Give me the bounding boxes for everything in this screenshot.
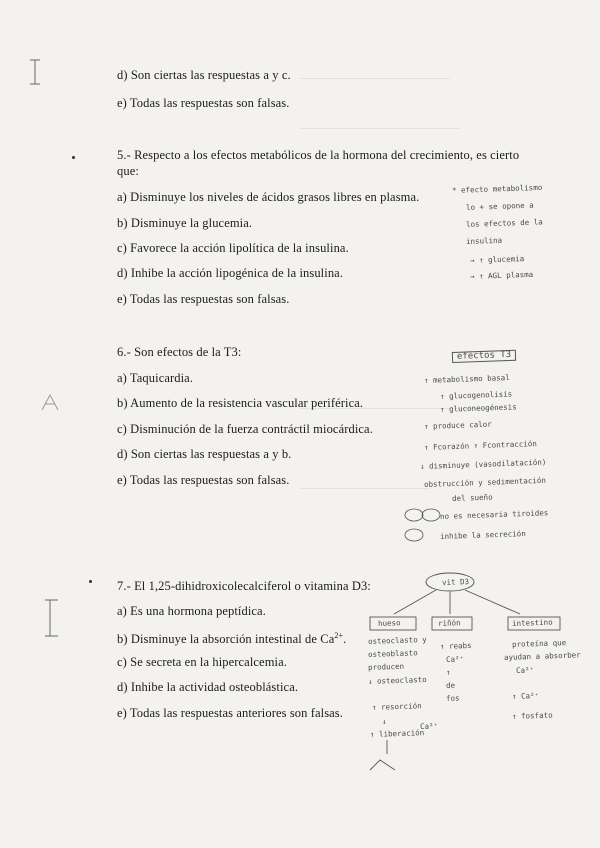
bleed-through bbox=[300, 488, 430, 489]
q5-option-a: a) Disminuye los niveles de ácidos grasos libres en plasma. bbox=[117, 190, 420, 204]
q6-option-c: c) Disminución de la fuerza contráctil miocárdica. bbox=[117, 422, 373, 436]
q5-note: los efectos de la bbox=[465, 217, 543, 229]
q5-note: insulina bbox=[465, 235, 503, 246]
q7-option-b-text: b) Disminuye la absorción intestinal de Ca bbox=[117, 632, 335, 647]
q7-right-note: Ca²⁺ bbox=[515, 665, 535, 675]
q6-option-e: e) Todas las respuestas son falsas. bbox=[117, 473, 290, 487]
q5-note: → ↑ AGL plasma bbox=[469, 269, 534, 281]
q4-option-d: d) Son ciertas las respuestas a y c. bbox=[117, 68, 291, 82]
question-bullet bbox=[89, 580, 92, 583]
q5-note: * efecto metabolismo bbox=[451, 182, 543, 195]
q6-note: ↑ Fcorazón ↑ Fcontracción bbox=[423, 439, 537, 452]
q7-left-note: ↑ resorción bbox=[371, 701, 422, 712]
q6-option-a: a) Taquicardia. bbox=[117, 371, 194, 385]
margin-a-icon bbox=[42, 395, 58, 410]
bleed-through bbox=[300, 78, 450, 79]
q5-option-b: b) Disminuye la glucemia. bbox=[117, 216, 253, 230]
margin-bracket-icon bbox=[45, 600, 58, 636]
question-bullet bbox=[72, 156, 75, 159]
q7-title: 7.- El 1,25-dihidroxicolecalciferol o vitamina D3: bbox=[117, 579, 371, 593]
q7-left-note: ↓ osteoclasto bbox=[367, 674, 427, 686]
q5-note: → ↑ glucemia bbox=[469, 254, 525, 265]
q7-option-b-superscript: 2+ bbox=[334, 631, 344, 640]
q5-option-c: c) Favorece la acción lipolítica de la insulina. bbox=[117, 241, 349, 255]
q6-note: ↑ metabolismo basal bbox=[423, 373, 510, 385]
q7-left-note: ↑ liberación bbox=[369, 728, 425, 739]
q7-option-b bbox=[117, 629, 346, 646]
q5-option-d: d) Inhibe la acción lipogénica de la insulina. bbox=[117, 266, 344, 280]
q6-note: ↓ disminuye (vasodilatación) bbox=[419, 457, 547, 471]
q7-diagram-mid: riñón bbox=[437, 618, 461, 628]
q7-option-a: a) Es una hormona peptídica. bbox=[117, 604, 266, 618]
q4-option-e: e) Todas las respuestas son falsas. bbox=[117, 96, 290, 110]
q5-option-e: e) Todas las respuestas son falsas. bbox=[117, 292, 290, 306]
q7-left-note: ↓ bbox=[381, 716, 387, 726]
q7-mid-note: ↑ bbox=[445, 667, 451, 677]
q5-title: 5.- Respecto a los efectos metabólicos de la hormona del crecimiento, es cierto bbox=[117, 148, 520, 162]
q7-right-note: ↑ fosfato bbox=[511, 710, 553, 721]
q7-mid-note: de bbox=[445, 680, 456, 690]
q7-diagram-left: hueso bbox=[377, 618, 401, 628]
q6-notes-header: efectos T3 bbox=[452, 350, 517, 363]
q7-left-note: Ca²⁺ bbox=[419, 721, 439, 731]
q7-mid-note: Ca²⁺ bbox=[445, 654, 465, 664]
q7-option-e: e) Todas las respuestas anteriores son falsas. bbox=[117, 706, 343, 720]
q7-left-note: producen bbox=[367, 661, 405, 672]
q6-note: ↑ gluconeogénesis bbox=[439, 402, 517, 414]
q7-option-b-end: . bbox=[343, 632, 347, 647]
q7-left-note: osteoblasto bbox=[367, 648, 418, 659]
bleed-through bbox=[300, 128, 460, 129]
q7-option-c: c) Se secreta en la hipercalcemia. bbox=[117, 655, 287, 669]
q7-diagram-right: intestino bbox=[511, 617, 553, 628]
q7-right-note: ayudan a absorber bbox=[503, 650, 581, 662]
q6-note: ↑ glucogenolisis bbox=[439, 389, 513, 401]
q7-left-note: osteoclasto y bbox=[367, 634, 427, 646]
q7-option-d: d) Inhibe la actividad osteoblástica. bbox=[117, 680, 299, 694]
q6-note: no es necesaria tiroides bbox=[439, 508, 549, 521]
q7-right-note: ↑ Ca²⁺ bbox=[511, 691, 540, 701]
q7-mid-note: ↑ reabs bbox=[439, 640, 472, 651]
q7-mid-note: fos bbox=[445, 693, 460, 703]
q6-note: ↑ produce calor bbox=[423, 419, 492, 431]
margin-bracket-icon bbox=[30, 60, 40, 84]
q7-diagram-root: vit D3 bbox=[441, 577, 470, 587]
q6-note: obstrucción y sedimentación bbox=[423, 475, 547, 489]
q6-option-d: d) Son ciertas las respuestas a y b. bbox=[117, 447, 292, 461]
q6-title: 6.- Son efectos de la T3: bbox=[117, 345, 242, 359]
q5-note: lo + se opone a bbox=[465, 200, 534, 212]
q5-title-cont: que: bbox=[117, 164, 139, 178]
q7-right-note: proteína que bbox=[511, 638, 567, 649]
q6-option-b: b) Aumento de la resistencia vascular periférica. bbox=[117, 396, 364, 410]
q6-note: del sueño bbox=[451, 492, 493, 503]
q6-note: inhibe la secreción bbox=[439, 529, 526, 541]
